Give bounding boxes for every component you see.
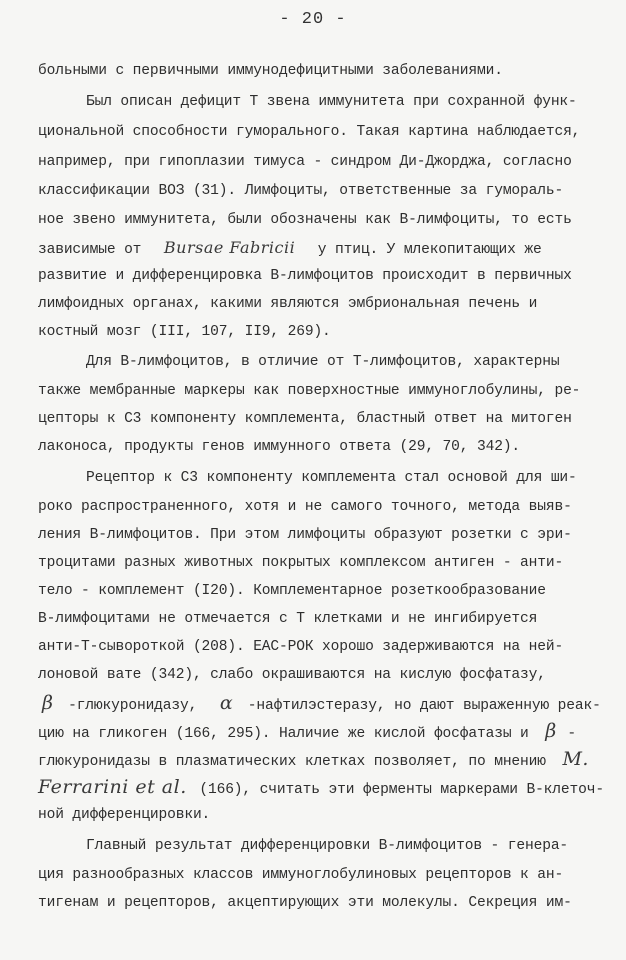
handwritten-ferrarini-et-al: Ferrarini et al. bbox=[38, 776, 187, 798]
text-fragment: глюкуронидазы в плазматических клетках позволяет, по мнению bbox=[38, 754, 546, 770]
text-line: Рецептор к С3 компоненту комплемента стал основой для ши- bbox=[86, 470, 577, 486]
text-fragment: - bbox=[567, 726, 576, 742]
text-line bbox=[38, 238, 593, 260]
text-line: лаконоса, продукты генов иммунного ответа (29, 70, 342). bbox=[38, 439, 521, 455]
text-line: Для В-лимфоцитов, в отличие от Т-лимфоцитов, характерны bbox=[86, 354, 560, 370]
handwritten-beta: β bbox=[42, 692, 54, 714]
text-line: троцитами разных животных покрытых комплексом антиген - анти- bbox=[38, 555, 564, 571]
text-line: роко распространенного, хотя и не самого точного, метода выяв- bbox=[38, 499, 572, 515]
text-line: лимфоидных органах, какими являются эмбриональная печень и bbox=[38, 296, 538, 312]
text-fragment: -глюкуронидазу, bbox=[68, 698, 198, 714]
text-line: тигенам и рецепторов, акцептирующих эти молекулы. Секреция им- bbox=[38, 895, 572, 911]
text-line: костный мозг (III, 107, II9, 269). bbox=[38, 324, 331, 340]
text-line: больными с первичными иммунодефицитными заболеваниями. bbox=[38, 63, 503, 79]
text-fragment: (166), считать эти ферменты маркерами В-клеточ- bbox=[199, 782, 604, 798]
text-line: развитие и дифференцировка В-лимфоцитов происходит в первичных bbox=[38, 268, 572, 284]
handwritten-beta: β bbox=[545, 720, 557, 742]
handwritten-bursae-fabricii: Bursae Fabricii bbox=[163, 238, 296, 257]
page-number: - 20 - bbox=[279, 10, 347, 29]
text-line: ления В-лимфоцитов. При этом лимфоциты образуют розетки с эри- bbox=[38, 527, 572, 543]
text-line bbox=[38, 692, 601, 716]
handwritten-alpha: α bbox=[219, 692, 234, 714]
handwritten-initial-m: M. bbox=[562, 748, 589, 770]
text-line: Главный результат дифференцировки В-лимфоцитов - генера- bbox=[86, 838, 569, 854]
text-line: также мембранные маркеры как поверхностные иммуноглобулины, ре- bbox=[38, 383, 581, 399]
text-fragment: цию на гликоген (166, 295). Наличие же кислой фосфатазы и bbox=[38, 726, 529, 742]
text-line: циональной способности гуморального. Такая картина наблюдается, bbox=[38, 124, 581, 140]
text-line: например, при гипоплазии тимуса - синдром Ди-Джорджа, согласно bbox=[38, 154, 572, 170]
text-line bbox=[38, 776, 604, 800]
text-line bbox=[38, 721, 593, 744]
text-line: лоновой вате (342), слабо окрашиваются на кислую фосфатазу, bbox=[38, 667, 546, 683]
text-line: классификации ВОЗ (31). Лимфоциты, ответственные за гумораль- bbox=[38, 183, 564, 199]
text-fragment: -нафтилэстеразу, но дают выраженную реак- bbox=[247, 698, 601, 714]
text-fragment: у птиц. У млекопитающих же bbox=[317, 242, 542, 258]
text-line: ное звено иммунитета, были обозначены как В-лимфоциты, то есть bbox=[38, 212, 572, 228]
text-fragment: зависимые от bbox=[38, 242, 142, 258]
text-line: ной дифференцировки. bbox=[38, 807, 211, 823]
text-line: Был описан дефицит Т звена иммунитета при сохранной функ- bbox=[86, 94, 577, 110]
text-line: ция разнообразных классов иммуноглобулиновых рецепторов к ан- bbox=[38, 867, 564, 883]
text-line: В-лимфоцитами не отмечается с Т клетками и не ингибируется bbox=[38, 611, 538, 627]
text-line bbox=[38, 749, 593, 772]
text-line: анти-Т-сывороткой (208). ЕАС-РОК хорошо задерживаются на ней- bbox=[38, 639, 564, 655]
text-line: тело - комплемент (I20). Комплементарное розеткообразование bbox=[38, 583, 546, 599]
text-line: цепторы к С3 компоненту комплемента, бластный ответ на митоген bbox=[38, 411, 572, 427]
